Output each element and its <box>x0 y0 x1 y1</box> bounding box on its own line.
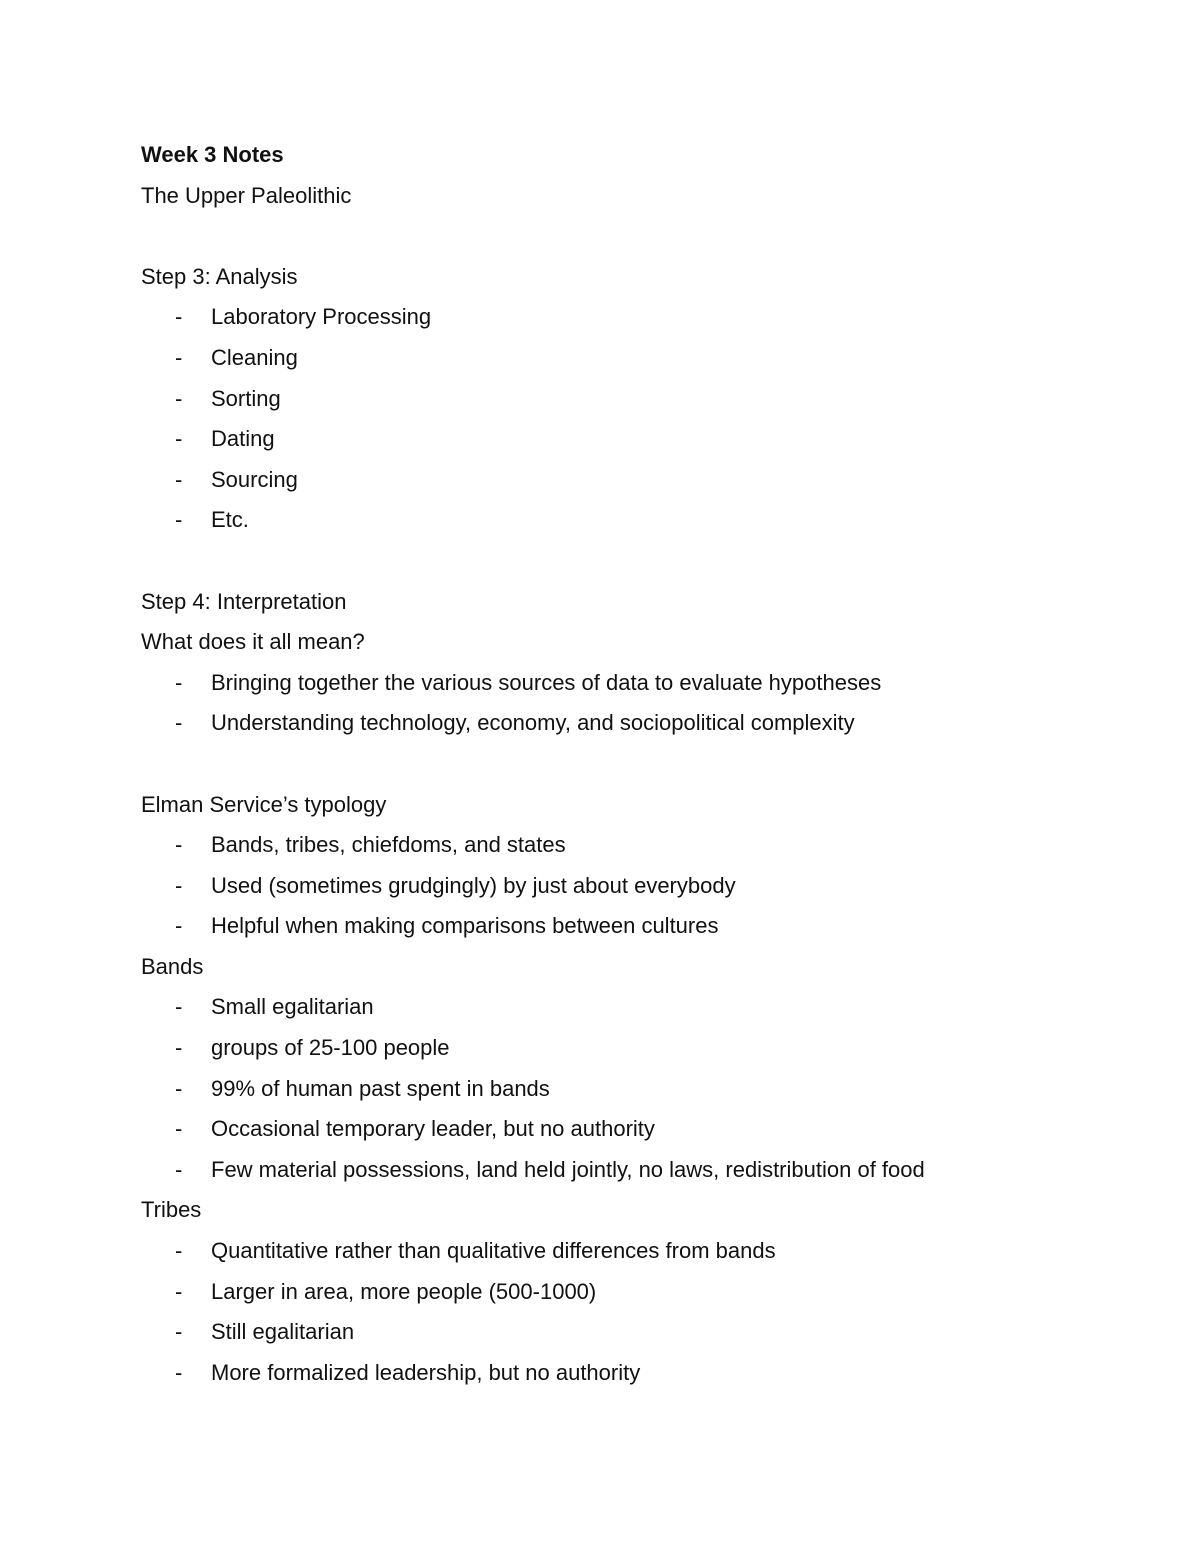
list-item <box>141 703 1121 744</box>
bullet-dash: - <box>175 710 183 736</box>
bullet-dash: - <box>175 1278 183 1304</box>
bullet-dash: - <box>175 466 183 492</box>
list-item-text: Used (sometimes grudgingly) by just about everybody <box>211 872 736 898</box>
bullet-dash: - <box>175 1035 183 1061</box>
list-item-text: Bringing together the various sources of data to evaluate hypotheses <box>211 669 882 695</box>
bullet-dash: - <box>175 832 183 858</box>
bullet-dash: - <box>175 426 183 452</box>
list-item-text: Cleaning <box>211 344 298 370</box>
list-item <box>141 825 1121 866</box>
bullet-dash: - <box>175 1156 183 1182</box>
list-item-text: Small egalitarian <box>211 994 374 1020</box>
list-item-text: Dating <box>211 426 275 452</box>
section-heading-bands: Bands <box>141 953 204 979</box>
list-item-text: Sourcing <box>211 466 298 492</box>
section-heading-step4: Step 4: Interpretation <box>141 588 347 614</box>
list-item <box>141 1231 1121 1272</box>
section-heading-typology: Elman Service’s typology <box>141 791 387 817</box>
list-item <box>141 419 1121 460</box>
list-item-text: Bands, tribes, chiefdoms, and states <box>211 832 566 858</box>
list-item <box>141 866 1121 907</box>
spacer <box>141 744 1121 785</box>
bullet-dash: - <box>175 385 183 411</box>
bullet-dash: - <box>175 994 183 1020</box>
bullet-dash: - <box>175 344 183 370</box>
list-item <box>141 1312 1121 1353</box>
list-item-text: groups of 25-100 people <box>211 1035 450 1061</box>
list-item-text: 99% of human past spent in bands <box>211 1075 550 1101</box>
bullet-dash: - <box>175 1116 183 1142</box>
bullet-dash: - <box>175 1319 183 1345</box>
bullet-dash: - <box>175 304 183 330</box>
list-item-text: Larger in area, more people (500-1000) <box>211 1278 597 1304</box>
bullet-dash: - <box>175 872 183 898</box>
list-item <box>141 460 1121 501</box>
bullet-dash: - <box>175 669 183 695</box>
list-item <box>141 1069 1121 1110</box>
section-heading-step3: Step 3: Analysis <box>141 263 298 289</box>
list-item-text: Few material possessions, land held jointly, no laws, redistribution of food <box>211 1156 925 1182</box>
list-item <box>141 1150 1121 1191</box>
spacer <box>141 216 1121 257</box>
list-item-text: Understanding technology, economy, and sociopolitical complexity <box>211 710 855 736</box>
bullet-dash: - <box>175 507 183 533</box>
list-item-text: Occasional temporary leader, but no authority <box>211 1116 655 1142</box>
list-item-text: Quantitative rather than qualitative differences from bands <box>211 1238 776 1264</box>
page-subtitle: The Upper Paleolithic <box>141 182 352 208</box>
bullet-dash: - <box>175 1075 183 1101</box>
document-page <box>141 135 1121 1393</box>
list-item <box>141 987 1121 1028</box>
list-item <box>141 1272 1121 1313</box>
bullet-dash: - <box>175 913 183 939</box>
section-heading-tribes: Tribes <box>141 1197 202 1223</box>
list-item <box>141 906 1121 947</box>
bullet-dash: - <box>175 1359 183 1385</box>
list-item-text: Still egalitarian <box>211 1319 355 1345</box>
list-item-text: Laboratory Processing <box>211 304 432 330</box>
page-title: Week 3 Notes <box>141 142 284 167</box>
list-item <box>141 663 1121 704</box>
list-item <box>141 338 1121 379</box>
list-item-text: Etc. <box>211 507 249 533</box>
spacer <box>141 541 1121 582</box>
list-item-text: Sorting <box>211 385 281 411</box>
list-item-text: More formalized leadership, but no authority <box>211 1359 641 1385</box>
list-item <box>141 379 1121 420</box>
list-item <box>141 1109 1121 1150</box>
section-question: What does it all mean? <box>141 629 365 655</box>
list-item <box>141 1353 1121 1394</box>
bullet-dash: - <box>175 1238 183 1264</box>
list-item-text: Helpful when making comparisons between cultures <box>211 913 719 939</box>
list-item <box>141 500 1121 541</box>
list-item <box>141 1028 1121 1069</box>
list-item <box>141 297 1121 338</box>
